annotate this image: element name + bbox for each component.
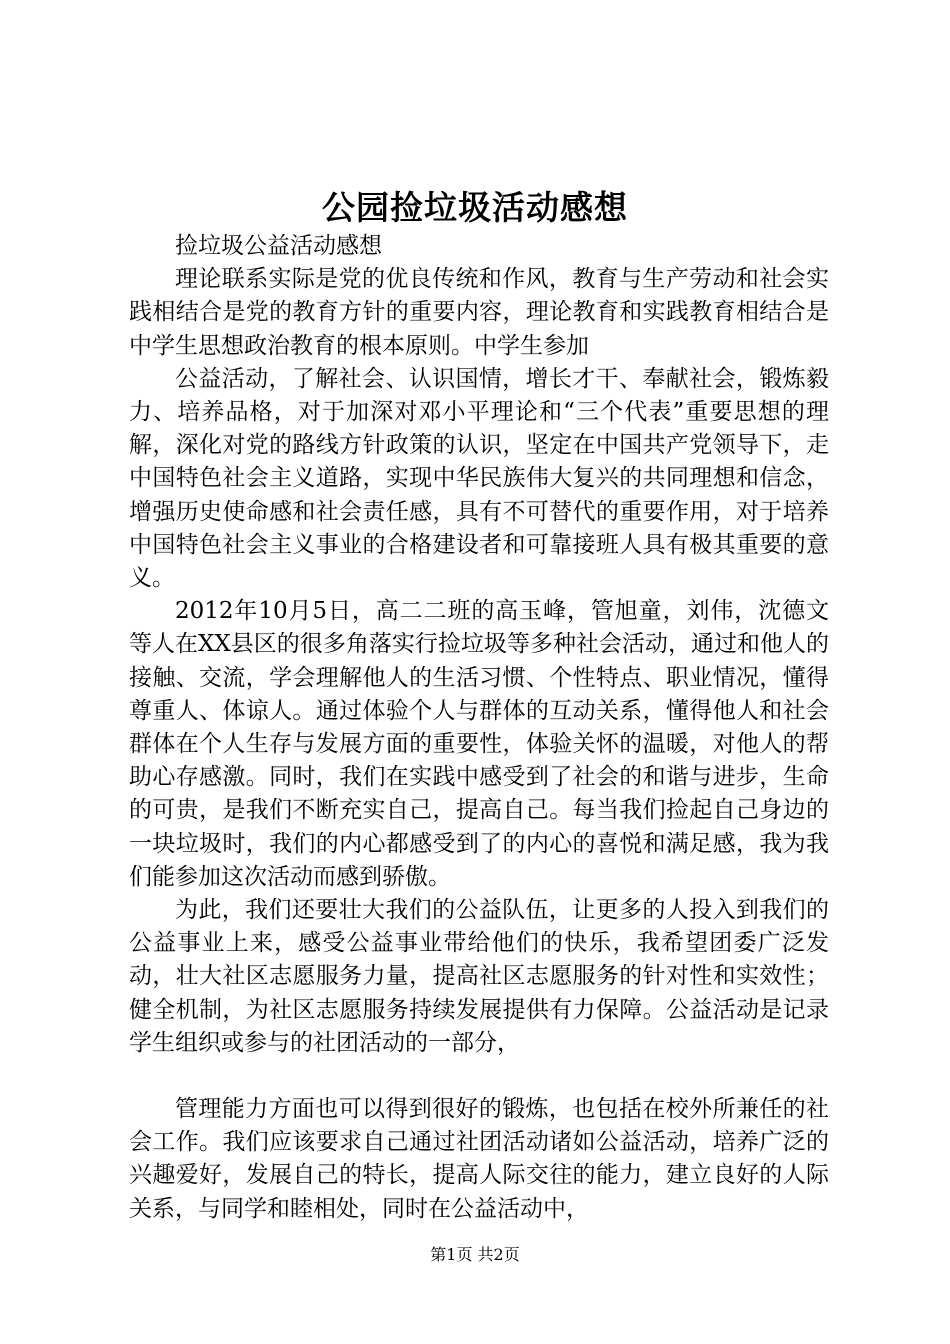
page-footer: 第1页 共2页 bbox=[430, 1245, 520, 1264]
paragraph-4: 为此，我们还要壮大我们的公益队伍，让更多的人投入到我们的公益事业上来，感受公益事业带给他们的快乐，我希望团委广泛发动，壮大社区志愿服务力量，提高社区志愿服务的针对性和实效性；健全机制，为社区志愿服务持续发展提供有力保障。公益活动是记录学生组织或参与的社团活动的一部分， bbox=[129, 897, 829, 1056]
paragraph-5: 管理能力方面也可以得到很好的锻炼，也包括在校外所兼任的社会工作。我们应该要求自己通过社团活动诸如公益活动，培养广泛的兴趣爱好，发展自己的特长，提高人际交往的能力，建立良好的人际关系，与同学和睦相处，同时在公益活动中， bbox=[129, 1096, 829, 1222]
paragraph-2: 公益活动，了解社会、认识国情，增长才干、奉献社会，锻炼毅力、培养品格，对于加深对邓小平理论和“三个代表”重要思想的理解，深化对党的路线方针政策的认识，坚定在中国共产党领导下，走中国特色社会主义道路，实现中华民族伟大复兴的共同理想和信念，增强历史使命感和社会责任感，具有不可替代的重要作用，对于培养中国特色社会主义事业的合格建设者和可靠接班人具有极其重要的意义。 bbox=[129, 365, 829, 592]
paragraph-subtitle: 捡垃圾公益活动感想 bbox=[175, 233, 382, 259]
paragraph-3: 2012年10月5日，高二二班的高玉峰，管旭童，刘伟，沈德文等人在XX县区的很多角落实行捡垃圾等多种社会活动，通过和他人的接触、交流，学会理解他人的生活习惯、个性特点、职业情况，懂得尊重人、体谅人。通过体验个人与群体的互动关系，懂得他人和社会群体在个人生存与发展方面的重要性，体验关怀的温暖，对他人的帮助心存感激。同时，我们在实践中感受到了社会的和谐与进步，生命的可贵，是我们不断充实自己，提高自己。每当我们捡起自己身边的一块垃圾时，我们的内心都感受到了的内心的喜悦和满足感，我为我们能参加这次活动而感到骄傲。 bbox=[129, 598, 829, 890]
document-body bbox=[129, 230, 829, 1226]
paragraph-1: 理论联系实际是党的优良传统和作风，教育与生产劳动和社会实践相结合是党的教育方针的重要内容，理论教育和实践教育相结合是中学生思想政治教育的根本原则。中学生参加 bbox=[129, 266, 829, 359]
paragraph-gap bbox=[129, 1060, 829, 1093]
document-title: 公园捡垃圾活动感想 bbox=[322, 188, 628, 227]
